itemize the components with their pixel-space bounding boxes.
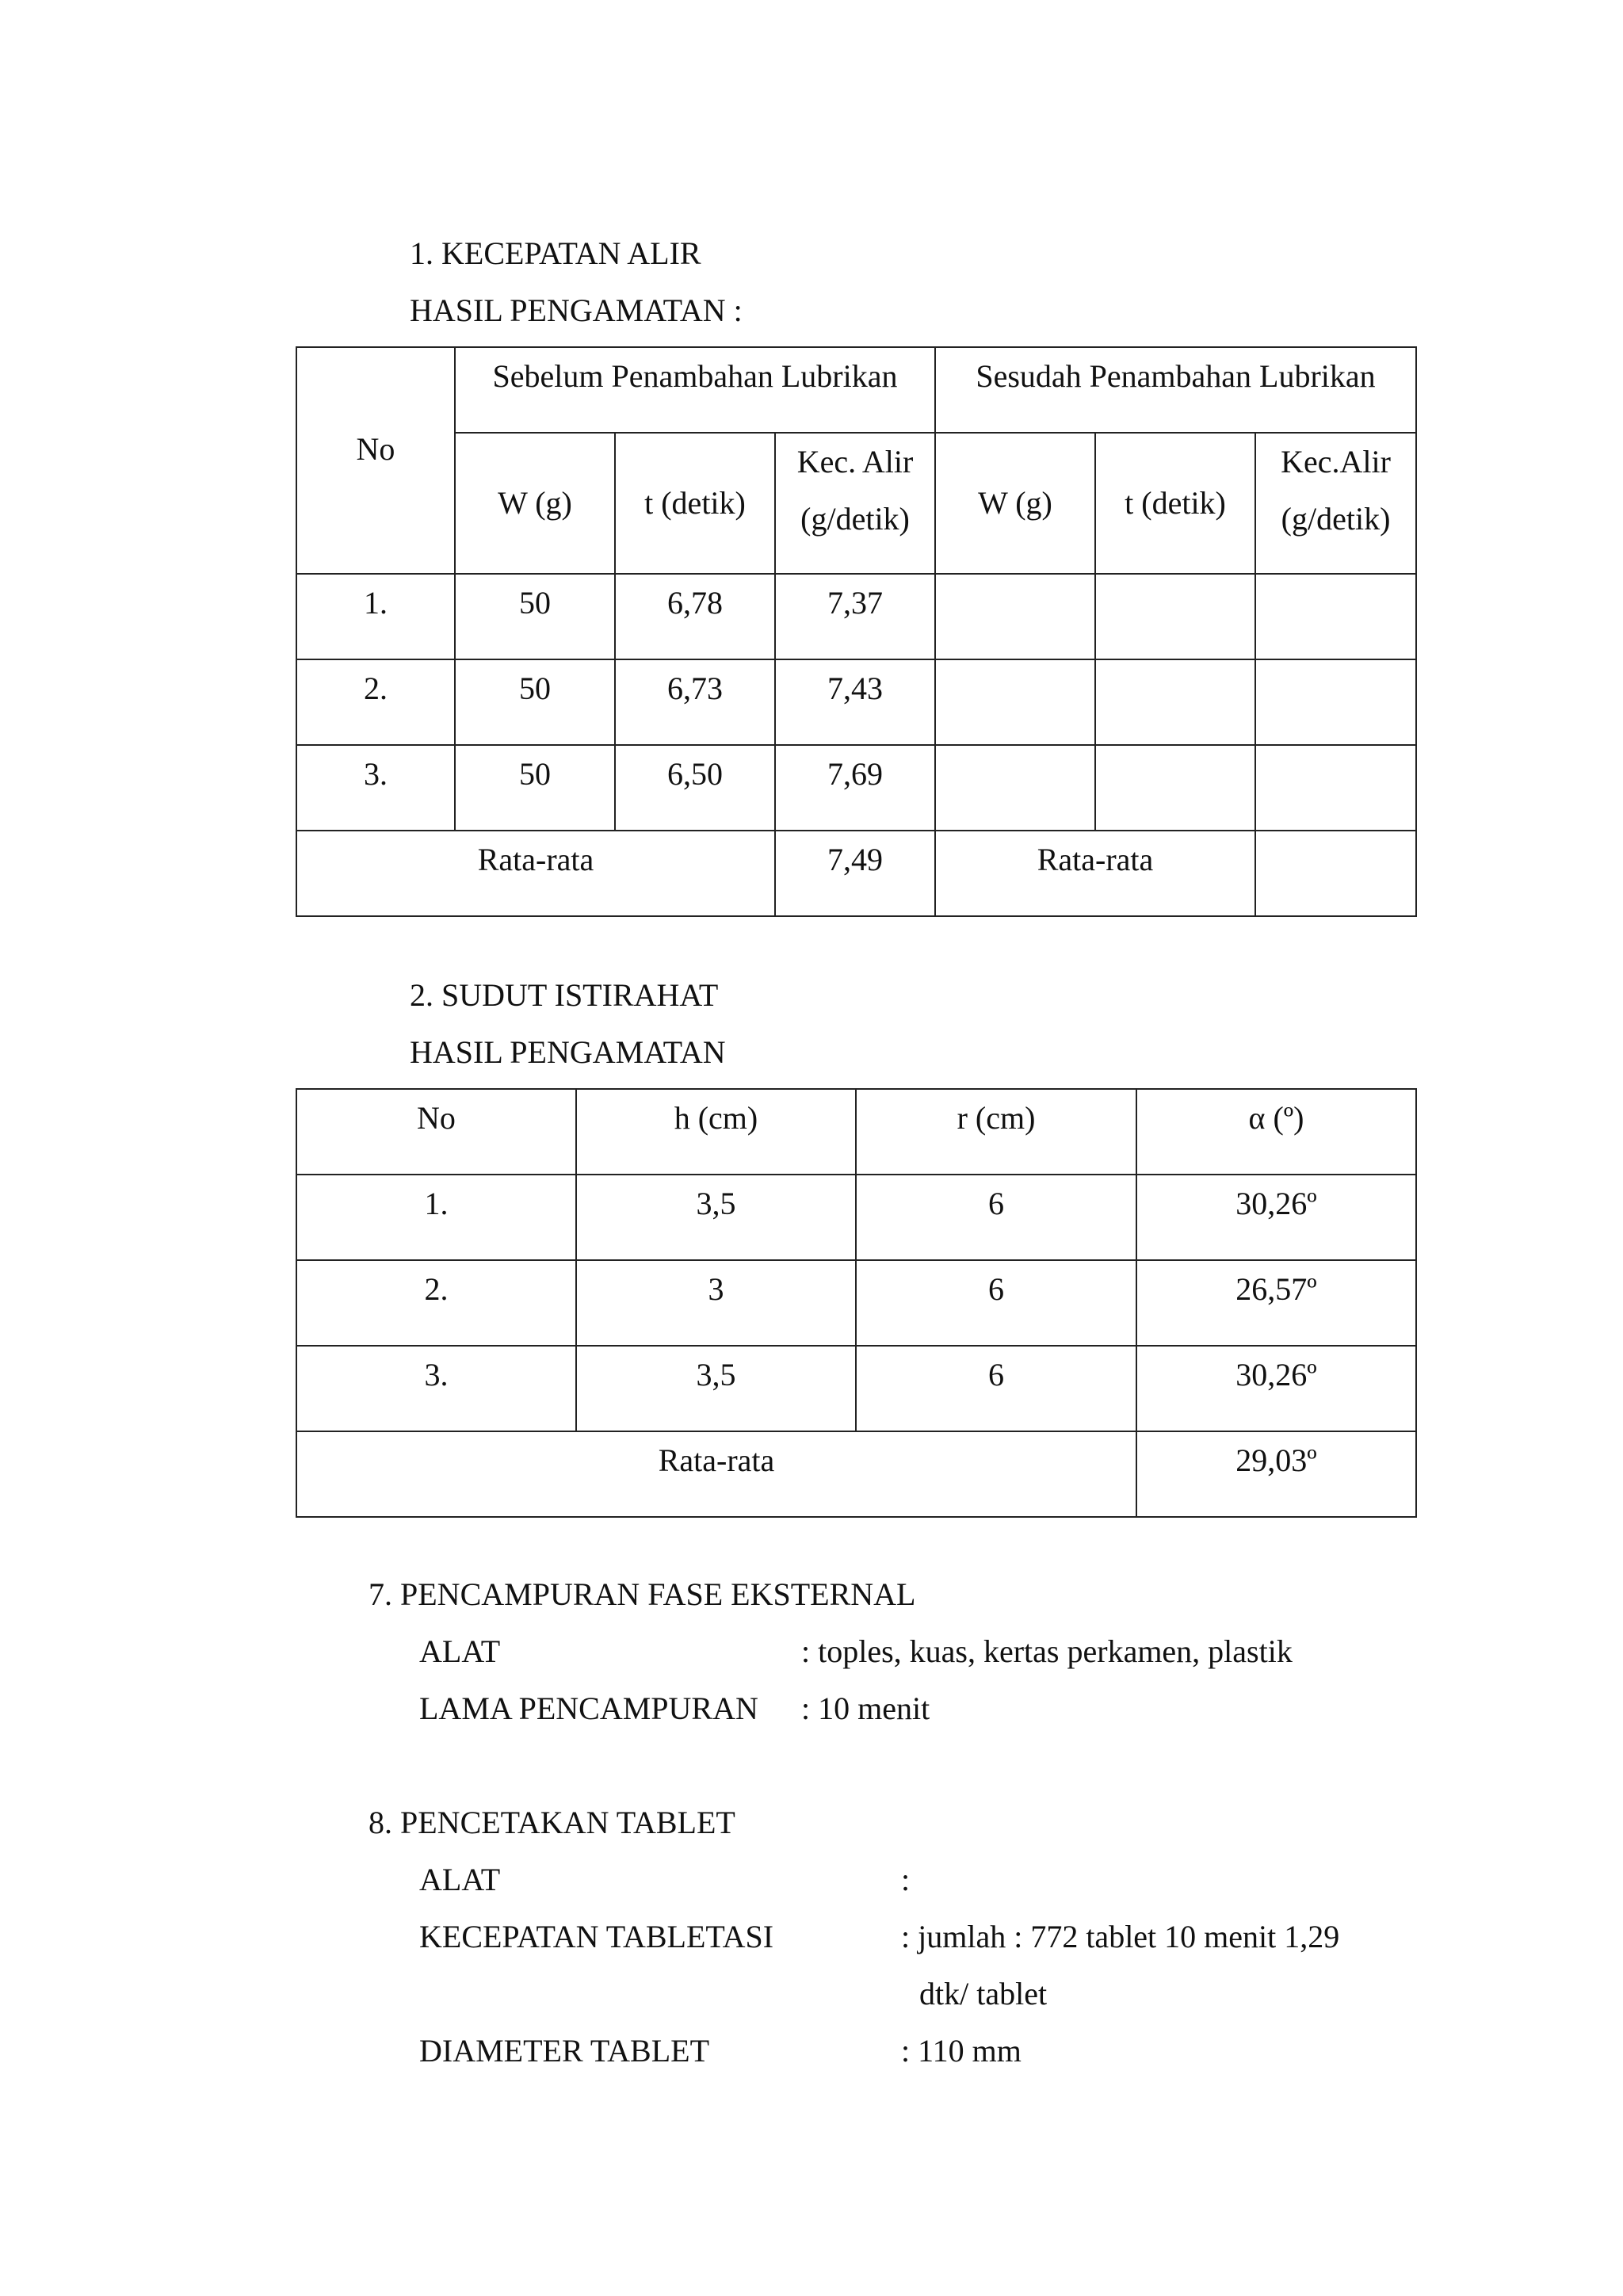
row-no: 3. <box>296 745 455 831</box>
tableting-speed-value-line2: dtk/ tablet <box>919 1976 1048 2011</box>
table-row <box>296 1346 1416 1431</box>
col-h-header: h (cm) <box>576 1089 856 1175</box>
col-t-before: t (detik) <box>615 433 775 574</box>
row-alpha: 26,57º <box>1136 1260 1416 1346</box>
row-w: 50 <box>455 745 615 831</box>
average-value-after <box>1255 831 1416 916</box>
average-row <box>296 1431 1416 1517</box>
table-row <box>296 659 1416 745</box>
section-7-heading: 7. PENCAMPURAN FASE EKSTERNAL <box>369 1576 916 1612</box>
mixing-tool-value: : toples, kuas, kertas perkamen, plastik <box>801 1633 1293 1669</box>
row-t-after <box>1095 659 1255 745</box>
row-rate: 7,43 <box>775 659 935 745</box>
row-w: 50 <box>455 659 615 745</box>
row-alpha: 30,26º <box>1136 1346 1416 1431</box>
col-rate-before-line2: (g/detik) <box>800 501 910 537</box>
tableting-speed-label: KECEPATAN TABLETASI <box>419 1919 774 1954</box>
flow-rate-table <box>296 346 1417 917</box>
row-no: 1. <box>296 574 455 659</box>
average-label-after: Rata-rata <box>935 831 1255 916</box>
row-t: 6,73 <box>615 659 775 745</box>
average-label: Rata-rata <box>296 1431 1136 1517</box>
row-t: 6,78 <box>615 574 775 659</box>
average-row <box>296 831 1416 916</box>
row-no: 1. <box>296 1175 576 1260</box>
group-after-header: Sesudah Penambahan Lubrikan <box>935 347 1416 433</box>
average-label-before: Rata-rata <box>296 831 775 916</box>
table-row <box>296 745 1416 831</box>
section-2-heading: 2. SUDUT ISTIRAHAT <box>410 977 719 1013</box>
section-1-subheading: HASIL PENGAMATAN : <box>410 292 743 328</box>
row-t-after <box>1095 574 1255 659</box>
mixing-duration-value: : 10 menit <box>801 1690 930 1726</box>
printing-tool-value: : <box>901 1862 911 1897</box>
col-rate-before-line1: Kec. Alir <box>796 444 914 479</box>
table-row <box>296 574 1416 659</box>
section-8-heading: 8. PENCETAKAN TABLET <box>369 1805 735 1840</box>
row-rate: 7,37 <box>775 574 935 659</box>
mixing-tool-label: ALAT <box>419 1633 501 1669</box>
row-r: 6 <box>856 1175 1136 1260</box>
row-w: 50 <box>455 574 615 659</box>
row-h: 3 <box>576 1260 856 1346</box>
row-h: 3,5 <box>576 1175 856 1260</box>
row-r: 6 <box>856 1346 1136 1431</box>
row-h: 3,5 <box>576 1346 856 1431</box>
row-w-after <box>935 659 1095 745</box>
row-rate-after <box>1255 659 1416 745</box>
average-value: 29,03º <box>1136 1431 1416 1517</box>
row-no: 2. <box>296 659 455 745</box>
tableting-speed-value-line1: : jumlah : 772 tablet 10 menit 1,29 <box>901 1919 1340 1954</box>
row-w-after <box>935 745 1095 831</box>
printing-tool-label: ALAT <box>419 1862 501 1897</box>
col-rate-after <box>1255 433 1416 574</box>
row-t-after <box>1095 745 1255 831</box>
table-row <box>296 1175 1416 1260</box>
row-rate-after <box>1255 745 1416 831</box>
row-rate: 7,69 <box>775 745 935 831</box>
col-w-after: W (g) <box>935 433 1095 574</box>
row-w-after <box>935 574 1095 659</box>
average-value-before: 7,49 <box>775 831 935 916</box>
col-rate-before <box>775 433 935 574</box>
group-before-header: Sebelum Penambahan Lubrikan <box>455 347 935 433</box>
row-rate-after <box>1255 574 1416 659</box>
col-w-before: W (g) <box>455 433 615 574</box>
col-t-after: t (detik) <box>1095 433 1255 574</box>
mixing-duration-label: LAMA PENCAMPURAN <box>419 1690 758 1726</box>
col-no-header: No <box>296 1089 576 1175</box>
angle-of-repose-table <box>296 1088 1417 1518</box>
row-t: 6,50 <box>615 745 775 831</box>
row-no: 2. <box>296 1260 576 1346</box>
row-r: 6 <box>856 1260 1136 1346</box>
table-row <box>296 1260 1416 1346</box>
col-rate-after-line2: (g/detik) <box>1281 501 1391 537</box>
section-1-heading: 1. KECEPATAN ALIR <box>410 235 701 271</box>
col-alpha-header: α (º) <box>1136 1089 1416 1175</box>
tablet-diameter-value: : 110 mm <box>901 2033 1022 2069</box>
tablet-diameter-label: DIAMETER TABLET <box>419 2033 710 2069</box>
no-header: No <box>296 347 455 574</box>
section-2-subheading: HASIL PENGAMATAN <box>410 1034 726 1070</box>
row-alpha: 30,26º <box>1136 1175 1416 1260</box>
row-no: 3. <box>296 1346 576 1431</box>
col-rate-after-line1: Kec.Alir <box>1281 444 1391 479</box>
col-r-header: r (cm) <box>856 1089 1136 1175</box>
